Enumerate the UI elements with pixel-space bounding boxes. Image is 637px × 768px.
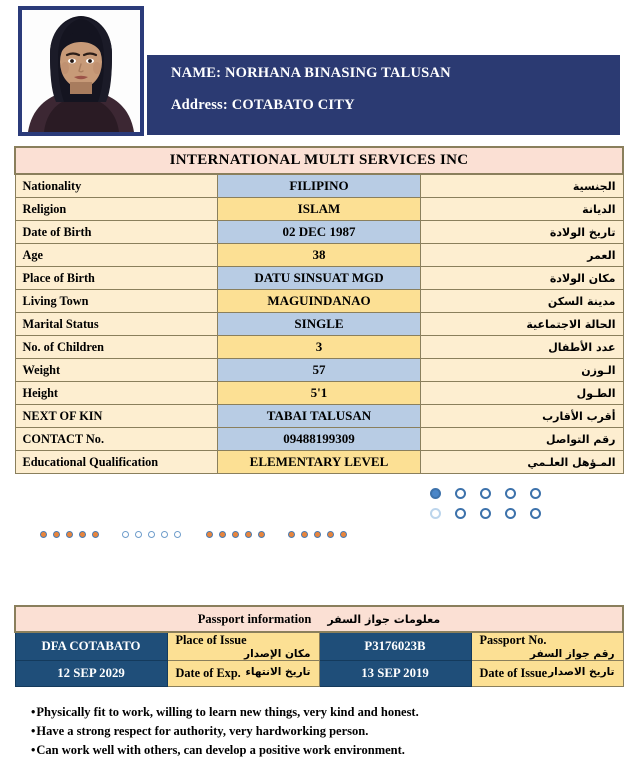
row-value: 38	[218, 244, 421, 267]
row-label-arabic: الجنسية	[420, 174, 623, 198]
label-en: Date of Issue	[479, 666, 548, 680]
row-label: Weight	[15, 359, 218, 382]
table-row	[15, 336, 623, 359]
table-row	[15, 244, 623, 267]
row-label-arabic: الديانة	[420, 198, 623, 221]
dot-marker	[40, 531, 47, 538]
row-label: Date of Birth	[15, 221, 218, 244]
company-title: INTERNATIONAL MULTI SERVICES INC	[15, 147, 623, 174]
label-ar: تاريخ الانتهاء	[245, 666, 311, 678]
table-row	[15, 428, 623, 451]
remark-text: Can work well with others, can develop a positive work environment.	[36, 743, 405, 757]
applicant-photo	[18, 6, 144, 136]
table-row	[15, 174, 623, 198]
decorative-dot-row	[40, 531, 360, 543]
row-label-arabic: الطـول	[420, 382, 623, 405]
name-address-banner	[147, 55, 620, 135]
dot-marker	[161, 531, 168, 538]
table-row	[15, 267, 623, 290]
table-row	[15, 359, 623, 382]
row-value: TABAI TALUSAN	[218, 405, 421, 428]
document-header	[0, 0, 637, 142]
row-label: Place of Birth	[15, 267, 218, 290]
remark-item	[31, 741, 611, 760]
table-row	[15, 382, 623, 405]
row-label-arabic: تاريخ الولادة	[420, 221, 623, 244]
table-title-row	[15, 147, 623, 174]
row-value: FILIPINO	[218, 174, 421, 198]
dot-marker	[340, 531, 347, 538]
remark-text: Have a strong respect for authority, very hardworking person.	[36, 724, 369, 738]
dot-marker	[288, 531, 295, 538]
dot-marker	[135, 531, 142, 538]
row-label: Living Town	[15, 290, 218, 313]
dot-marker	[232, 531, 239, 538]
bullet-icon: •	[31, 743, 36, 757]
row-value: DATU SINSUAT MGD	[218, 267, 421, 290]
row-value: 3	[218, 336, 421, 359]
bullet-icon: •	[31, 724, 36, 738]
date-of-expiry-value: 12 SEP 2029	[15, 661, 167, 687]
label-en: Passport No.	[479, 633, 547, 647]
table-row	[15, 451, 623, 474]
circle-marker	[480, 488, 491, 499]
remarks-list	[31, 703, 611, 760]
row-label-arabic: مدينة السكن	[420, 290, 623, 313]
circle-marker	[530, 508, 541, 519]
label-en: Place of Issue	[175, 633, 247, 647]
dot-marker	[66, 531, 73, 538]
row-label: Religion	[15, 198, 218, 221]
place-of-issue-value: DFA COTABATO	[15, 632, 167, 661]
circle-marker	[505, 488, 516, 499]
row-value: 02 DEC 1987	[218, 221, 421, 244]
dot-marker	[79, 531, 86, 538]
passport-title-en: Passport information	[197, 611, 312, 626]
dot-marker	[314, 531, 321, 538]
row-label: Age	[15, 244, 218, 267]
bullet-icon: •	[31, 705, 36, 719]
applicant-name: NAME: NORHANA BINASING TALUSAN	[171, 65, 451, 81]
row-value: 57	[218, 359, 421, 382]
circle-marker	[455, 508, 466, 519]
row-value: SINGLE	[218, 313, 421, 336]
circle-marker	[430, 508, 441, 519]
table-row	[15, 290, 623, 313]
row-label: NEXT OF KIN	[15, 405, 218, 428]
label-ar: مكان الإصدار	[244, 648, 311, 660]
dot-marker	[327, 531, 334, 538]
date-of-issue-label	[471, 661, 623, 687]
place-of-issue-label	[167, 632, 319, 661]
passport-number-label	[471, 632, 623, 661]
passport-row	[15, 661, 623, 687]
dot-marker	[53, 531, 60, 538]
row-label-arabic: رقم التواصل	[420, 428, 623, 451]
table-row	[15, 405, 623, 428]
row-label-arabic: العمر	[420, 244, 623, 267]
row-label: Educational Qualification	[15, 451, 218, 474]
dot-marker	[148, 531, 155, 538]
row-label: Nationality	[15, 174, 218, 198]
dot-marker	[92, 531, 99, 538]
decorative-circle-grid	[430, 488, 555, 522]
dot-marker	[301, 531, 308, 538]
row-label: No. of Children	[15, 336, 218, 359]
main-table-body	[15, 147, 623, 474]
table-row	[15, 198, 623, 221]
circle-marker	[455, 488, 466, 499]
row-label-arabic: الحالة الاجتماعية	[420, 313, 623, 336]
circle-marker	[430, 488, 441, 499]
passport-title-ar: معلومات جواز السفر	[327, 612, 441, 626]
label-ar: تاريخ الاصدار	[548, 666, 615, 678]
row-label: Height	[15, 382, 218, 405]
dot-marker	[219, 531, 226, 538]
row-label-arabic: مكان الولادة	[420, 267, 623, 290]
row-label: Marital Status	[15, 313, 218, 336]
dot-marker	[122, 531, 129, 538]
label-ar: رقم جواز السفر	[529, 648, 615, 660]
passport-title-row	[15, 606, 623, 632]
passport-row	[15, 632, 623, 661]
date-of-expiry-label	[167, 661, 319, 687]
applicant-address: Address: COTABATO CITY	[171, 97, 355, 114]
label-en: Date of Exp.	[175, 666, 241, 680]
circle-marker	[480, 508, 491, 519]
table-row	[15, 313, 623, 336]
passport-table-body	[15, 606, 623, 687]
dot-marker	[174, 531, 181, 538]
dot-marker	[258, 531, 265, 538]
date-of-issue-value: 13 SEP 2019	[319, 661, 471, 687]
row-value: 5'1	[218, 382, 421, 405]
row-label-arabic: الـوزن	[420, 359, 623, 382]
dot-marker	[245, 531, 252, 538]
circle-marker	[530, 488, 541, 499]
row-value: 09488199309	[218, 428, 421, 451]
passport-title	[15, 606, 623, 632]
circle-marker	[505, 508, 516, 519]
row-value: ELEMENTARY LEVEL	[218, 451, 421, 474]
row-label: CONTACT No.	[15, 428, 218, 451]
remark-item	[31, 722, 611, 741]
row-label-arabic: أقرب الأقارب	[420, 405, 623, 428]
row-label-arabic: عدد الأطفال	[420, 336, 623, 359]
portrait-illustration	[22, 10, 140, 132]
row-value: ISLAM	[218, 198, 421, 221]
personal-information-table	[14, 146, 624, 474]
table-row	[15, 221, 623, 244]
row-value: MAGUINDANAO	[218, 290, 421, 313]
dot-marker	[206, 531, 213, 538]
passport-information-table	[14, 605, 624, 687]
remark-text: Physically fit to work, willing to learn new things, very kind and honest.	[36, 705, 419, 719]
remark-item	[31, 703, 611, 722]
passport-number-value: P3176023B	[319, 632, 471, 661]
row-label-arabic: المـؤهل العلـمي	[420, 451, 623, 474]
